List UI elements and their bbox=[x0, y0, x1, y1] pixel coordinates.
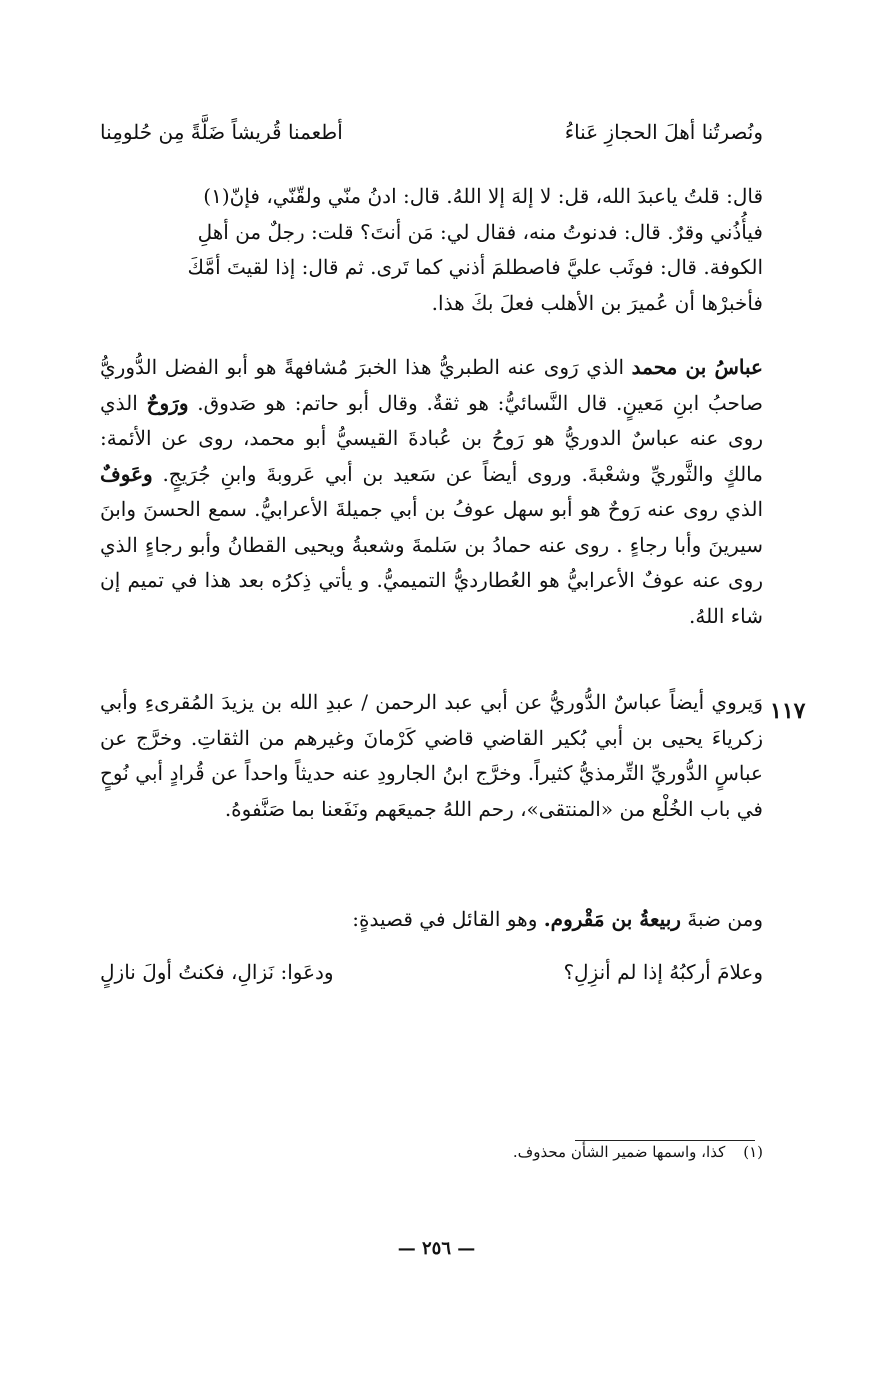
footnote-divider bbox=[575, 1140, 755, 1141]
narrator-text: الذي روى عنه رَوحٌ هو أبو سهل عوفُ بن أبي جميلةَ الأعرابيُّ. سمع الحسنَ وابنَ سيرينَ وأبا رجاءٍ . روى عنه حمادُ بن سَلمةَ وشعبةُ ويحيى القطانُ وأبو رجاءٍ الذي روى عنه عوفٌ الأعرابيُّ هو العُطارديُّ التميميُّ. و يأتي ذِكرُه بعد هذا في تميم إن شاء اللهُ. bbox=[100, 497, 763, 628]
intro-text: وهو القائل في قصيدةٍ: bbox=[352, 907, 544, 931]
paragraph-line: فأخبرْها أن عُميرَ بن الأهلب فعلَ بكَ هذا. bbox=[431, 290, 763, 315]
footnote bbox=[460, 1143, 763, 1161]
footnote-marker: (١) bbox=[743, 1143, 763, 1161]
poet-intro-paragraph bbox=[100, 902, 763, 938]
poet-name: ربيعةُ بن مَقْروم. bbox=[543, 907, 681, 931]
paragraph-line: قال: قلتُ ياعبدَ الله، قل: لا إلهَ إلا اللهُ. قال: ادنُ منّي ولقّنّي، فإنّ(١) bbox=[203, 184, 763, 208]
footnote-text: كذا، واسمها ضمير الشأن محذوف. bbox=[512, 1143, 726, 1161]
verse-1-first-hemistich: أطعمنا قُريشاً ضَلَّةً مِن حُلومِنا bbox=[100, 120, 343, 144]
narrator-text: الذي روى عنه عباسٌ الدوريُّ هو رَوحُ بن عُبادةَ القيسيُّ أبو محمد، روى عن الأئمة: مالكٍ والثَّوريِّ وشعْبةَ. وروى أيضاً عن سَعيد بن أبي عَروبةَ وابنِ جُرَيجٍ. bbox=[100, 390, 763, 486]
paragraph-line: فيأُذُني وقرٌ. قال: فدنوتُ منه، فقال لي: مَن أنتَ؟ قلت: رجلٌ من أهلِ bbox=[197, 219, 763, 244]
section-number: ١١٧ bbox=[770, 698, 806, 724]
section-paragraph bbox=[100, 685, 763, 827]
verse-2-second-hemistich: وعلامَ أركبُهُ إذا لم أنزِلِ؟ bbox=[563, 960, 763, 984]
verse-2-first-hemistich: ودعَوا: نَزالِ، فكنتُ أولَ نازلٍ bbox=[100, 960, 334, 984]
intro-text: ومن ضبةَ bbox=[680, 907, 763, 931]
narrator-text: الذي رَوى عنه الطبريُّ هذا الخبرَ مُشافهةً هو أبو الفضل الدُّوريُّ صاحبُ ابنِ مَعينٍ. قال النَّسائيُّ: هو ثقةٌ. وقال أبو حاتم: هو صَدوق. bbox=[100, 355, 763, 415]
verse-1-second-hemistich: ونُصرتُنا أهلَ الحجازِ عَناءُ bbox=[564, 120, 763, 144]
narrator-name: وعَوفٌ bbox=[100, 461, 153, 486]
narrative-paragraph bbox=[100, 179, 763, 321]
narrator-name: ورَوحٌ bbox=[146, 390, 189, 415]
narrators-paragraph bbox=[100, 350, 763, 634]
section-text: وَيروي أيضاً عباسٌ الدُّوريُّ عن أبي عبد الرحمن / عبدِ الله بن يزيدَ المُقرىءِ وأبي زكرياءَ يحيى بن أبي بُكير القاضي قاضي كَرْمانَ وغيرهم من الثقاتِ. وخرَّج عن عباسٍ الدُّوريِّ التِّرمذيُّ كثيراً. وخرَّج ابنُ الجارودِ عنه حديثاً واحداً عن قُرادٍ أبي نُوحٍ في باب الخُلْع من «المنتقى»، رحم اللهُ جميعَهم ونَفَعنا بما صَنَّفوهُ. bbox=[100, 690, 763, 821]
poem-verse-2 bbox=[100, 960, 763, 984]
paragraph-line: الكوفة. قال: فوثَب عليَّ فاصطلمَ أذني كما تَرى. ثم قال: إذا لقيتَ أمَّكَ bbox=[187, 255, 763, 279]
page-number: — ٢٥٦ — bbox=[397, 1238, 476, 1259]
narrator-name: عباسُ بن محمد bbox=[631, 355, 763, 379]
poem-verse-1 bbox=[100, 120, 763, 144]
